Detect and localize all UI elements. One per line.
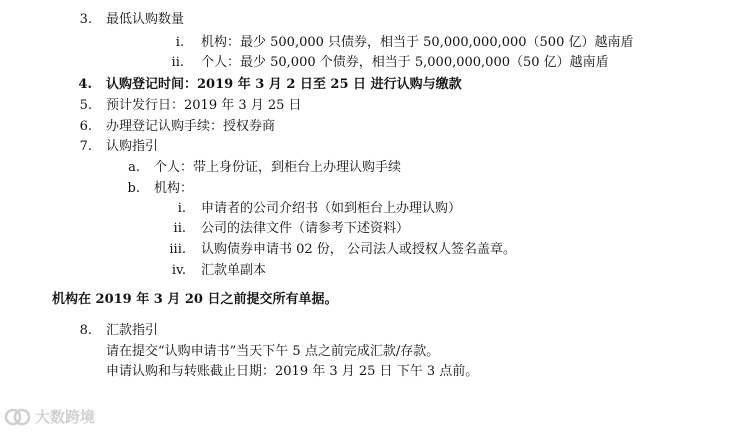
institution-deadline-note: 机构在 2019 年 3 月 20 日之前提交所有单据。	[52, 292, 338, 307]
registration-period: 认购登记时间：2019 年 3 月 2 日至 25 日 进行认购与缴款	[106, 77, 462, 92]
doc-number: iii.	[169, 242, 186, 257]
guide-letter: a.	[128, 160, 140, 175]
subscription-guide-heading: 认购指引	[106, 139, 159, 154]
doc-number: ii.	[173, 221, 186, 236]
remittance-guide-heading: 汇款指引	[106, 323, 159, 338]
guide-institution: 机构：	[154, 181, 194, 196]
item-number: 8.	[79, 323, 92, 338]
min-individual: 个人：最少 50,000 个债券，相当于 5,000,000,000（50 亿）越南盾	[201, 55, 609, 70]
doc-number: iv.	[171, 263, 186, 278]
issue-date: 预计发行日：2019 年 3 月 25 日	[106, 98, 302, 113]
heading-min-subscription: 最低认购数量	[106, 12, 185, 27]
registration-procedure: 办理登记认购手续：授权券商	[106, 119, 276, 134]
guide-letter: b.	[127, 181, 140, 196]
doc-application-form: 认购债券申请书 02 份， 公司法人或授权人签名盖章。	[201, 242, 516, 257]
watermark	[4, 407, 95, 427]
sub-number: ii.	[171, 55, 184, 70]
double-circle-logo-icon	[4, 407, 32, 427]
item-number: 3.	[79, 12, 92, 27]
item-number: 6.	[79, 119, 92, 134]
guide-individual: 个人：带上身份证，到柜台上办理认购手续	[154, 160, 402, 175]
watermark-text: 大数跨境	[35, 407, 96, 426]
min-institution: 机构：最少 500,000 只债券，相当于 50,000,000,000（500 亿）越南盾	[201, 35, 634, 50]
remittance-instruction: 请在提交“认购申请书”当天下午 5 点之前完成汇款/存款。	[106, 344, 440, 359]
doc-legal-files: 公司的法律文件（请参考下述资料）	[201, 221, 410, 236]
doc-intro-letter: 申请者的公司介绍书（如到柜台上办理认购）	[201, 201, 462, 216]
item-number: 4.	[78, 77, 92, 92]
doc-remittance-copy: 汇款单副本	[201, 263, 267, 278]
remittance-deadline: 申请认购和与转账截止日期：2019 年 3 月 25 日 下午 3 点前。	[106, 364, 479, 379]
sub-number: i.	[175, 35, 184, 50]
doc-number: i.	[177, 201, 186, 216]
item-number: 7.	[79, 139, 92, 154]
item-number: 5.	[79, 98, 92, 113]
